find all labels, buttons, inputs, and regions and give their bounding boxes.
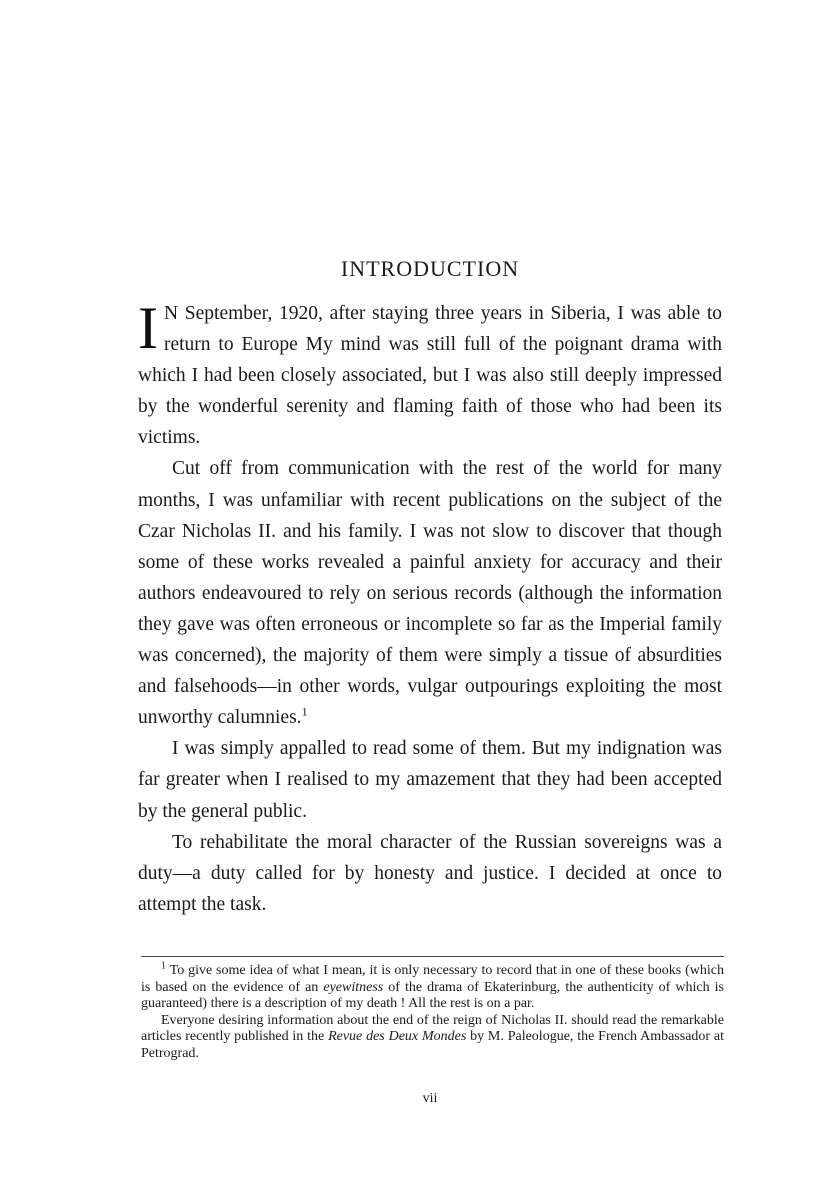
footnote-1-marker: 1 xyxy=(161,960,166,972)
chapter-heading: INTRODUCTION xyxy=(340,256,520,281)
footnote-1-emphasis: eyewitness xyxy=(323,979,384,995)
footnotes xyxy=(141,960,725,1063)
footnote-1-text-a: To give some idea of what I mean, it is only necessary to record that in one of these books (which is based on the evidence of an xyxy=(141,963,724,995)
page-number: vii xyxy=(422,1091,438,1106)
paragraph-3: I was simply appalled to read some of them. But my indignation was far greater when I realised to my amazement that they had been accepted by the general public. xyxy=(138,738,722,822)
footnote-2-text-b: by M. Paleologue, the French Ambassador at Petrograd. xyxy=(141,1029,725,1061)
paragraph-1 xyxy=(138,295,722,453)
main-text xyxy=(138,295,722,920)
paragraph-4: To rehabilitate the moral character of the Russian sovereigns was a duty—a duty called for by honesty and justice. I decided at once to attempt the task. xyxy=(138,831,722,915)
footnote-2 xyxy=(141,1013,724,1063)
footnote-1-text-b: of the drama of Ekaterinburg, the authenticity of which is guaranteed) there is a description of my death ! All the rest is on a par. xyxy=(141,979,724,1012)
footnote-2-emphasis: Revue des Deux Mondes xyxy=(328,1029,467,1045)
paragraph-1-text: N September, 1920, after staying three years in Siberia, I was able to return to Europe My mind was still full of the poignant drama with which I had been closely associated, but I was also still deeply impressed by the wonderful serenity and flaming faith of those who had been its victims. xyxy=(138,303,722,449)
drop-cap: I xyxy=(138,295,158,361)
footnote-reference: 1 xyxy=(301,704,308,719)
footnote-divider xyxy=(141,956,724,957)
footnote-1 xyxy=(141,960,724,1013)
paragraph-2-text: Cut off from communication with the rest of the world for many months, I was unfamiliar with recent publications on the subject of the Czar Nicholas II. and his family. I was not slow to discover that though some of these works revealed a painful anxiety for accuracy and their authors endeavoured to rely on serious records (although the information they gave was often erroneous or incomplete so far as the Imperial family was concerned), the majority of them were simply a tissue of absurdities and falsehoods—in other words, vulgar outpourings exploiting the most unworthy calumnies. xyxy=(138,458,722,729)
paragraph-2 xyxy=(138,453,722,733)
footnote-2-text-a: Everyone desiring information about the end of the reign of Nicholas II. should read the remarkable articles recently published in the xyxy=(141,1012,724,1045)
